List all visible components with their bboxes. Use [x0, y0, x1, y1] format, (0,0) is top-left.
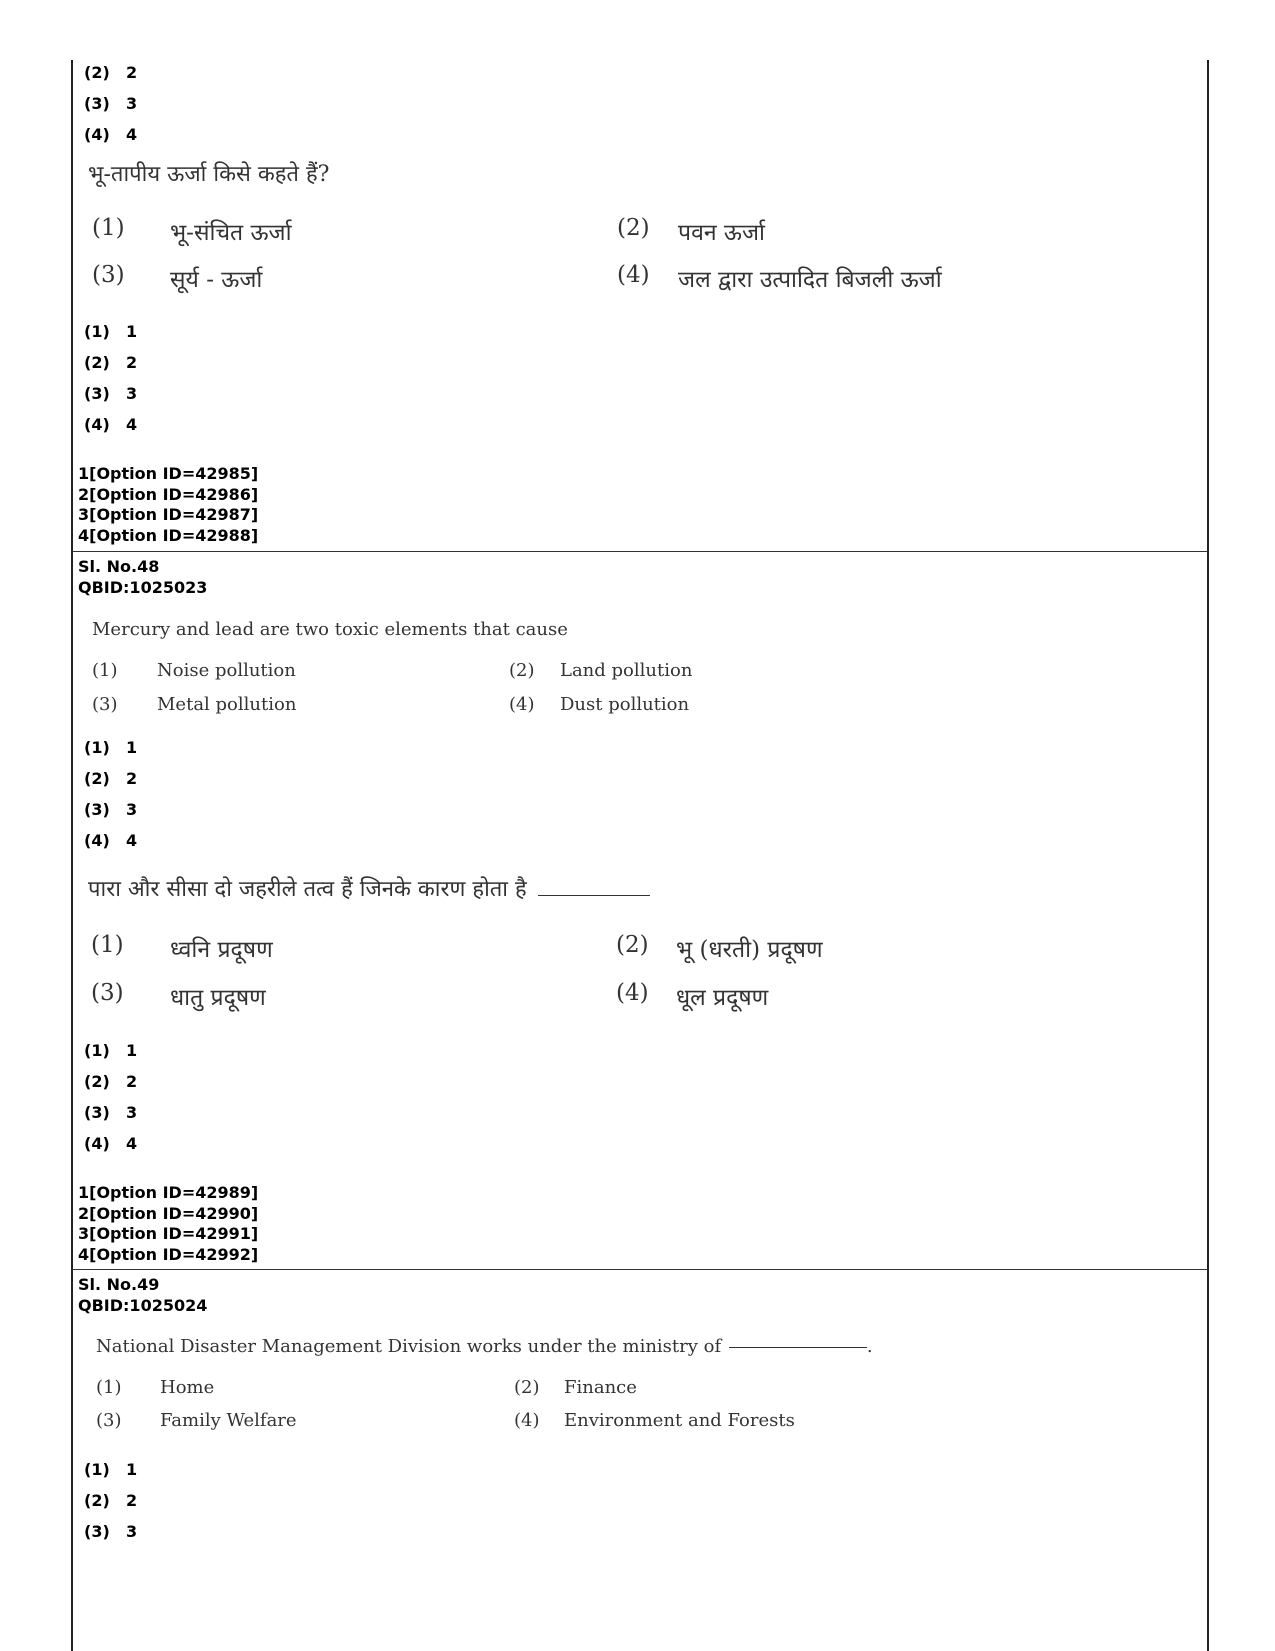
- option-text: भू (धरती) प्रदूषण: [676, 937, 823, 963]
- option-number: (2): [617, 215, 650, 241]
- option-id: 1[Option ID=42985]: [78, 464, 259, 483]
- question-text-body: National Disaster Management Division works under the ministry of: [96, 1336, 722, 1357]
- option-id: 3[Option ID=42991]: [78, 1224, 259, 1243]
- option-number: (4): [509, 694, 535, 715]
- answer-choice: (1) 1: [84, 738, 138, 757]
- option-text: भू-संचित ऊर्जा: [170, 220, 292, 246]
- answer-choice: (4) 4: [84, 831, 138, 850]
- option-id: 2[Option ID=42990]: [78, 1203, 259, 1223]
- option-id: 4[Option ID=42992]: [78, 1244, 259, 1264]
- option-number: (3): [96, 1410, 122, 1431]
- option-number: (2): [616, 932, 649, 958]
- question-end-punctuation: .: [866, 1336, 873, 1357]
- answer-choice: (3) 3: [84, 1522, 138, 1541]
- qbid: QBID:1025024: [78, 1295, 208, 1315]
- answer-choice: (2) 2: [84, 769, 138, 788]
- option-id: 4[Option ID=42988]: [78, 525, 259, 545]
- option-text: Home: [160, 1377, 215, 1398]
- answer-blank: [538, 895, 650, 896]
- option-text: धातु प्रदूषण: [170, 985, 266, 1011]
- answer-choice: (2) 2: [84, 1072, 138, 1091]
- option-id: 3[Option ID=42987]: [78, 505, 259, 524]
- answer-choice: (3) 3: [84, 94, 138, 113]
- option-number: (4): [514, 1410, 540, 1431]
- answer-choice: (4) 4: [84, 415, 138, 434]
- answer-choice: (3) 3: [84, 384, 138, 403]
- option-text: ध्वनि प्रदूषण: [170, 937, 273, 963]
- option-number: (1): [92, 660, 118, 681]
- serial-number: Sl. No.49: [78, 1275, 160, 1294]
- option-text: पवन ऊर्जा: [678, 220, 766, 246]
- option-number: (2): [514, 1377, 540, 1398]
- qbid: QBID:1025023: [78, 577, 208, 597]
- option-number: (4): [616, 980, 649, 1006]
- answer-choice: (1) 1: [84, 1460, 138, 1479]
- question-text-hindi: भू-तापीय ऊर्जा किसे कहते हैं?: [88, 162, 330, 187]
- question-text: [96, 1336, 873, 1357]
- option-text: धूल प्रदूषण: [676, 985, 769, 1011]
- option-text: Family Welfare: [160, 1410, 297, 1431]
- option-text: Environment and Forests: [564, 1410, 795, 1431]
- answer-choice: (1) 1: [84, 1041, 138, 1060]
- question-header: [78, 1275, 207, 1316]
- option-number: (1): [96, 1377, 122, 1398]
- option-number: (3): [92, 694, 118, 715]
- answer-choice: (4) 4: [84, 125, 138, 144]
- answer-blank: [729, 1347, 867, 1348]
- question-text: Mercury and lead are two toxic elements that cause: [92, 619, 568, 640]
- option-id: 1[Option ID=42989]: [78, 1183, 259, 1202]
- option-text: Noise pollution: [157, 660, 296, 681]
- option-text: Dust pollution: [560, 694, 690, 715]
- question-text-hindi: [88, 873, 650, 903]
- answer-choice: (4) 4: [84, 1134, 138, 1153]
- option-number: (1): [91, 932, 124, 958]
- serial-number: Sl. No.48: [78, 557, 160, 576]
- answer-choice: (1) 1: [84, 322, 138, 341]
- answer-choice: (3) 3: [84, 800, 138, 819]
- option-number: (2): [509, 660, 535, 681]
- answer-choice: (2) 2: [84, 1491, 138, 1510]
- option-id-list: [78, 1183, 258, 1265]
- answer-choice: (2) 2: [84, 63, 138, 82]
- question-text-hindi-body: पारा और सीसा दो जहरीले तत्व हैं जिनके कारण होता है: [88, 877, 527, 902]
- question-header: [78, 557, 207, 598]
- option-text: सूर्य - ऊर्जा: [170, 267, 263, 293]
- option-text: Metal pollution: [157, 694, 297, 715]
- option-id: 2[Option ID=42986]: [78, 484, 259, 504]
- option-text: जल द्वारा उत्पादित बिजली ऊर्जा: [678, 267, 942, 293]
- option-number: (3): [91, 980, 124, 1006]
- option-number: (3): [92, 262, 125, 288]
- answer-choice: (3) 3: [84, 1103, 138, 1122]
- option-text: Finance: [564, 1377, 637, 1398]
- answer-choice: (2) 2: [84, 353, 138, 372]
- option-id-list: [78, 464, 258, 546]
- section-divider: [72, 551, 1208, 552]
- option-text: Land pollution: [560, 660, 693, 681]
- option-number: (4): [617, 262, 650, 288]
- section-divider: [72, 1269, 1208, 1270]
- option-number: (1): [92, 215, 125, 241]
